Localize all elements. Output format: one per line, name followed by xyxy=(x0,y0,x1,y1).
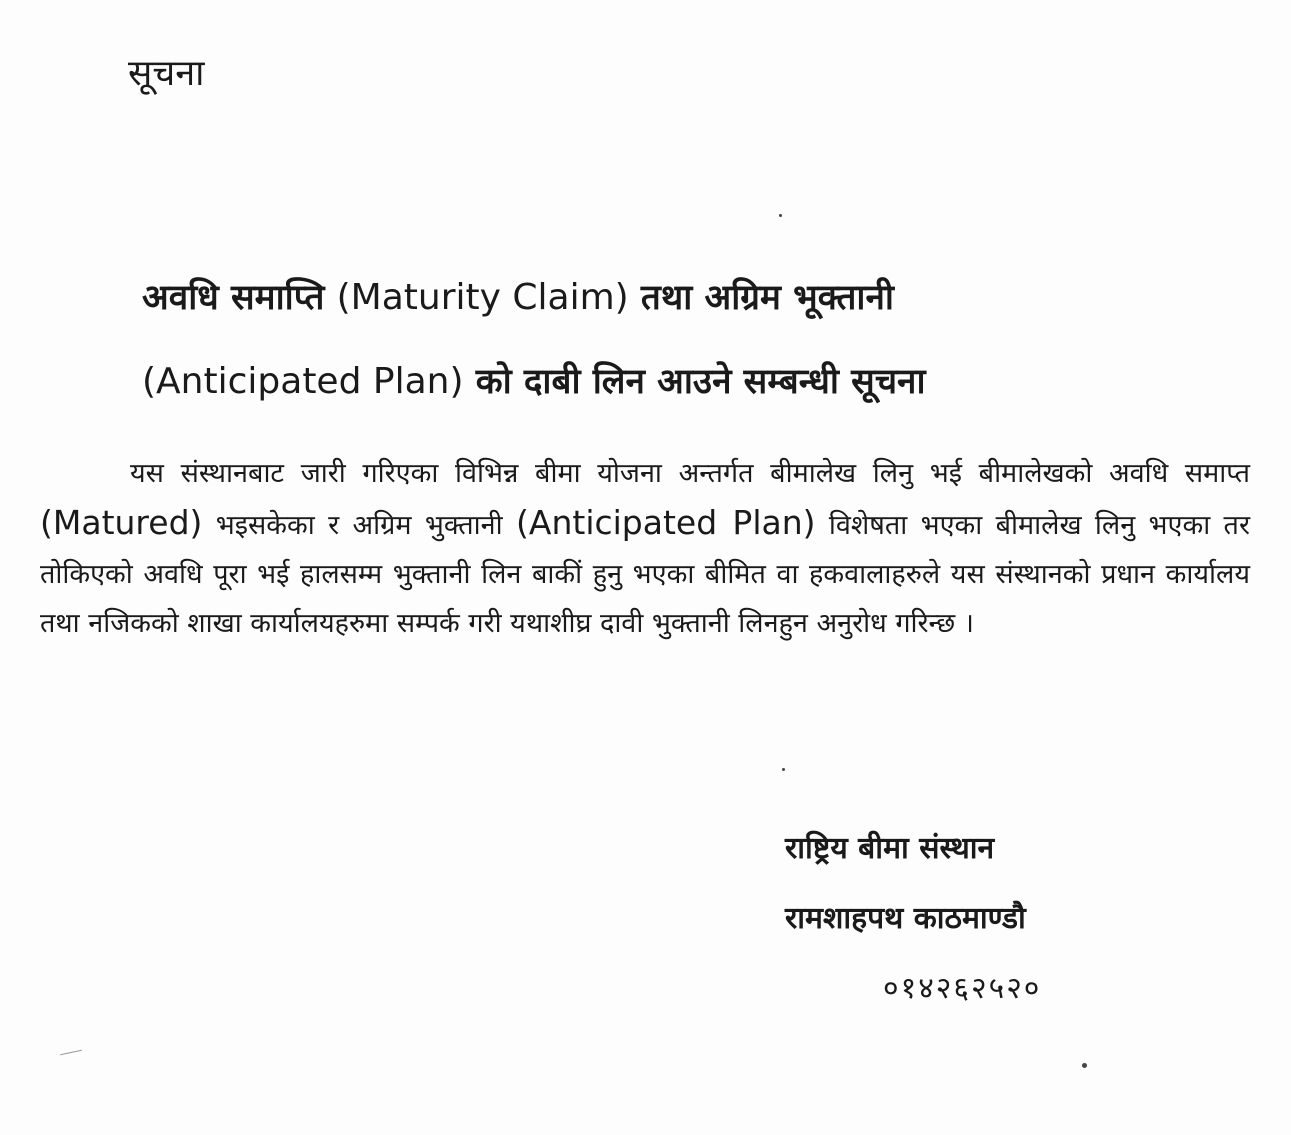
title-line-1 xyxy=(142,256,1142,340)
phone-number: ०१४२६२५२० xyxy=(883,971,1042,1006)
scan-speck xyxy=(1082,1063,1087,1068)
title-text: को दाबी लिन आउने सम्बन्धी सूचना xyxy=(463,362,926,402)
scan-speck xyxy=(782,768,785,771)
body-latin-text: (Matured) xyxy=(40,503,203,542)
title-latin-text: (Anticipated Plan) xyxy=(142,361,464,402)
organization-address: रामशाहपथ काठमाण्डौ xyxy=(785,901,1026,936)
notice-title xyxy=(142,256,1142,424)
notice-body xyxy=(40,449,1250,648)
body-latin-text: (Anticipated Plan) xyxy=(516,503,816,542)
title-latin-text: (Maturity Claim) xyxy=(336,277,629,318)
title-text: अवधि समाप्ति xyxy=(142,278,337,318)
body-text: भइसकेका र अग्रिम भुक्तानी xyxy=(202,510,517,541)
scan-speck xyxy=(60,1050,82,1056)
scan-speck xyxy=(779,214,782,217)
notice-label: सूचना xyxy=(128,53,205,94)
body-text: विशेषता भएका बीमालेख लिनु भएका तर तोकिएको अवधि पूरा भई हालसम्म भुक्तानी लिन बाकीं हुनु भएका बीमित वा हकवालाहरुले यस संस्थानको प्रधान कार्यालय तथा नजिकको शाखा कार्यालयहरुमा सम्पर्क गरी यथाशीघ्र दावी भुक्तानी लिनहुन अनुरोध गरिन्छ । xyxy=(40,510,1250,639)
organization-name: राष्ट्रिय बीमा संस्थान xyxy=(785,831,995,866)
signature-block xyxy=(785,814,1185,1024)
title-line-2 xyxy=(142,340,1142,424)
body-text: यस संस्थानबाट जारी गरिएका विभिन्न बीमा योजना अन्तर्गत बीमालेख लिनु भई बीमालेखको अवधि समाप्त xyxy=(130,458,1250,489)
title-text: तथा अग्रिम भूक्तानी xyxy=(628,278,894,318)
